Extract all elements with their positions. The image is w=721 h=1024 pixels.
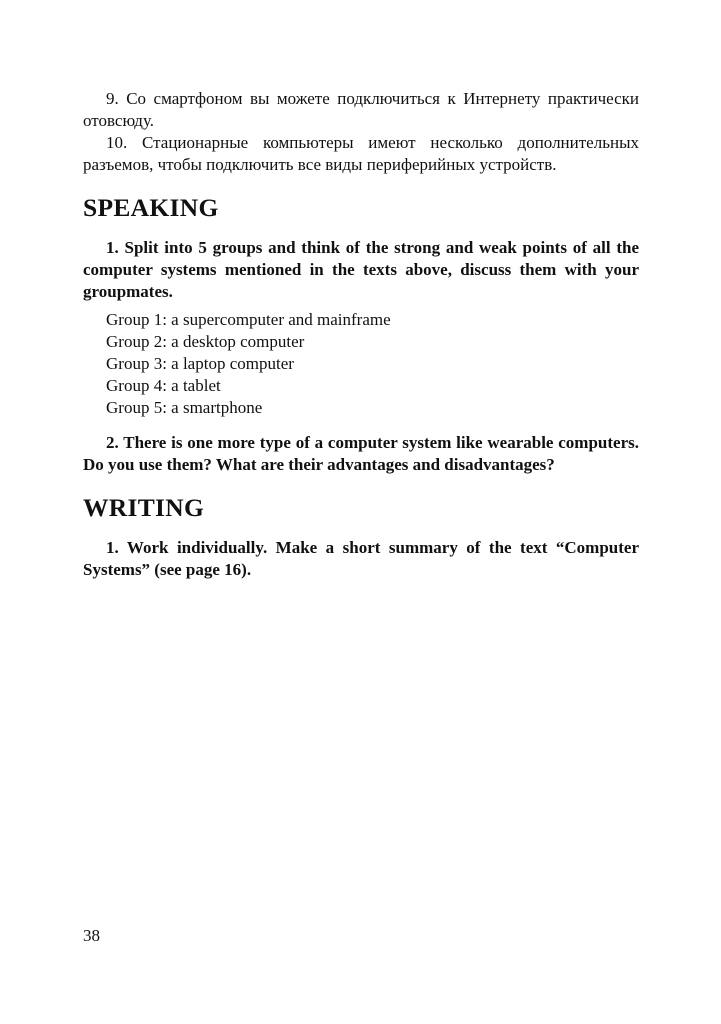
translation-item-9: 9. Со смартфоном вы можете подключиться к Интернету практически отовсюду.: [83, 89, 639, 130]
writing-task-1: 1. Work individually. Make a short summary of the text “Computer Systems” (see page 16).: [83, 538, 639, 579]
speaking-heading: SPEAKING: [83, 193, 219, 222]
page-content: [83, 88, 639, 581]
page-number: 38: [83, 926, 100, 945]
translation-item-10: 10. Стационарные компьютеры имеют несколько дополнительных разъемов, чтобы подключить все виды периферийных устройств.: [83, 133, 639, 174]
group-item: Group 4: a tablet: [106, 376, 221, 395]
writing-heading: WRITING: [83, 493, 205, 522]
group-item: Group 3: a laptop computer: [106, 354, 294, 373]
group-list: [83, 309, 639, 419]
group-item: Group 5: a smartphone: [106, 398, 263, 417]
speaking-task-1: 1. Split into 5 groups and think of the strong and weak points of all the computer systems mentioned in the texts above, discuss them with your groupmates.: [83, 238, 639, 301]
group-item: Group 2: a desktop computer: [106, 332, 305, 351]
speaking-task-2: 2. There is one more type of a computer system like wearable computers. Do you use them? What are their advantages and disadvantages?: [83, 433, 639, 474]
group-item: Group 1: a supercomputer and mainframe: [106, 310, 391, 329]
